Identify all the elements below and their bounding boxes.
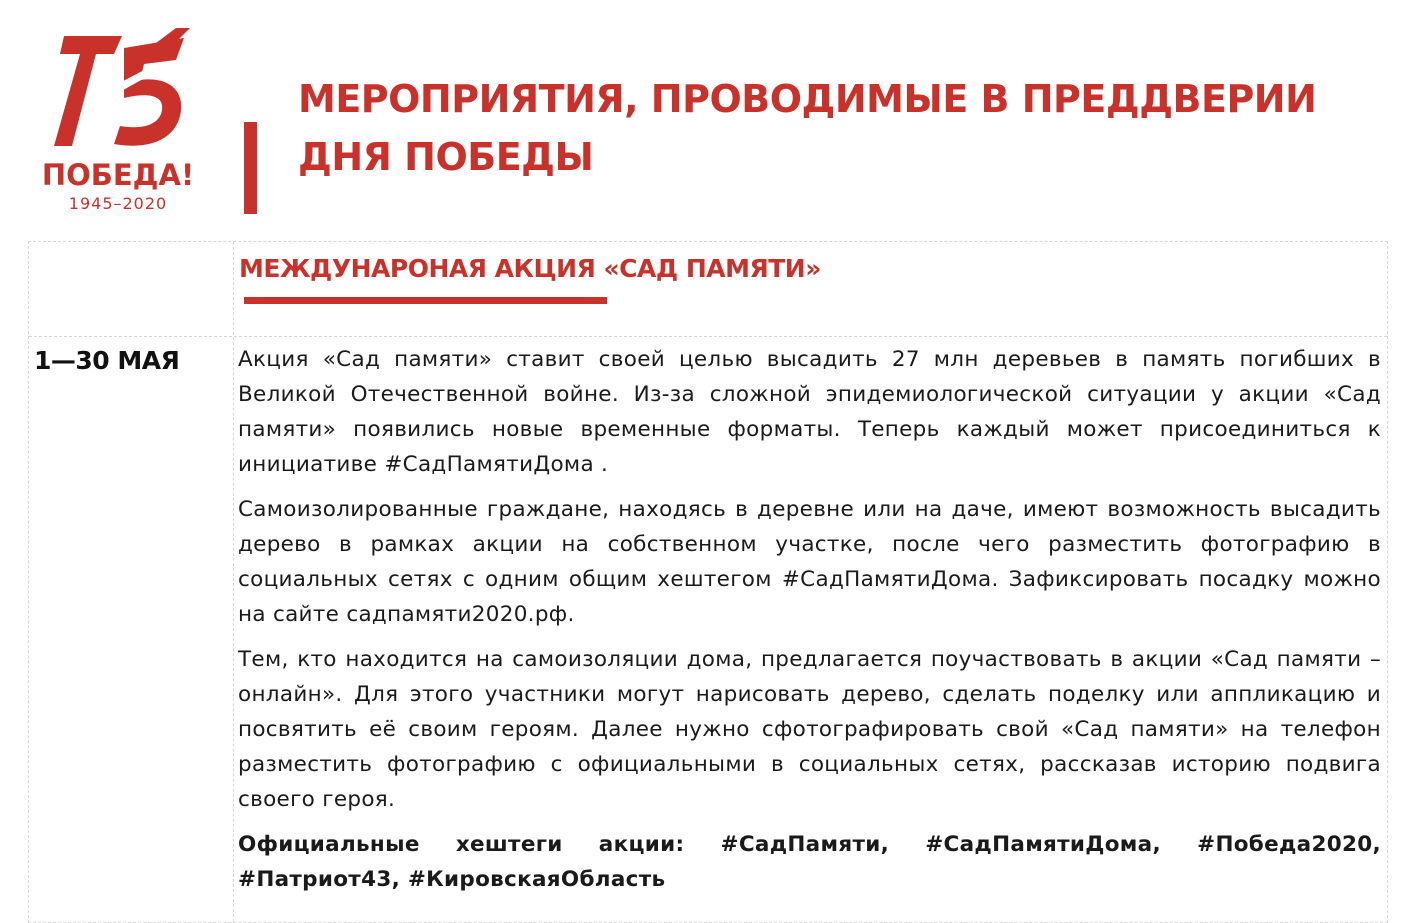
paragraph-2: Самоизолированные граждане, находясь в деревне или на даче, имеют возможность высадить дерево в рамках акции на собственном участке, после чего разместить фотографию в социальных сетях с одним общим хештегом #СадПамятиДома. Зафиксировать посадку можно на сайте садпамяти2020.рф. — [238, 497, 1381, 627]
paragraph-3: Тем, кто находится на самоизоляции дома, предлагается поучаствовать в акции «Сад памяти – онлайн». Для этого участники могут нарисовать дерево, сделать поделку или аппликацию и посвятить её своим героям. Далее нужно сфотографировать свой «Сад памяти» на телефон разместить фотографию с официальными в социальных сетях, рассказав историю подвига своего героя. — [238, 647, 1381, 812]
section-title-underline — [244, 297, 607, 304]
section-title: МЕЖДУНАРОНАЯ АКЦИЯ «САД ПАМЯТИ» — [239, 254, 821, 283]
event-date: 1—30 МАЯ — [34, 346, 180, 375]
logo-victory-word: ПОБЕДА! — [41, 158, 195, 192]
official-hashtags: Официальные хештеги акции: #СадПамяти, #СадПамятиДома, #Победа2020, #Патриот43, #КировскаяОбласть — [238, 832, 1381, 892]
row-divider — [29, 336, 1387, 337]
paragraph-1: Акция «Сад памяти» ставит своей целью высадить 27 млн деревьев в память погибших в Великой Отечественной войне. Из-за сложной эпидемиологической ситуации у акции «Сад памяти» появились новые временные форматы. Теперь каждый может присоединиться к инициативе #СадПамятиДома . — [238, 347, 1381, 477]
events-table — [28, 241, 1388, 923]
column-divider — [233, 242, 234, 922]
victory-75-logo — [30, 28, 200, 218]
page-title: МЕРОПРИЯТИЯ, ПРОВОДИМЫЕ В ПРЕДДВЕРИИ ДНЯ ПОБЕДЫ — [298, 77, 1317, 179]
title-accent-bar — [244, 122, 257, 214]
logo-years: 1945–2020 — [68, 194, 168, 213]
number-75-emblem — [52, 28, 192, 153]
event-description — [238, 342, 1381, 907]
